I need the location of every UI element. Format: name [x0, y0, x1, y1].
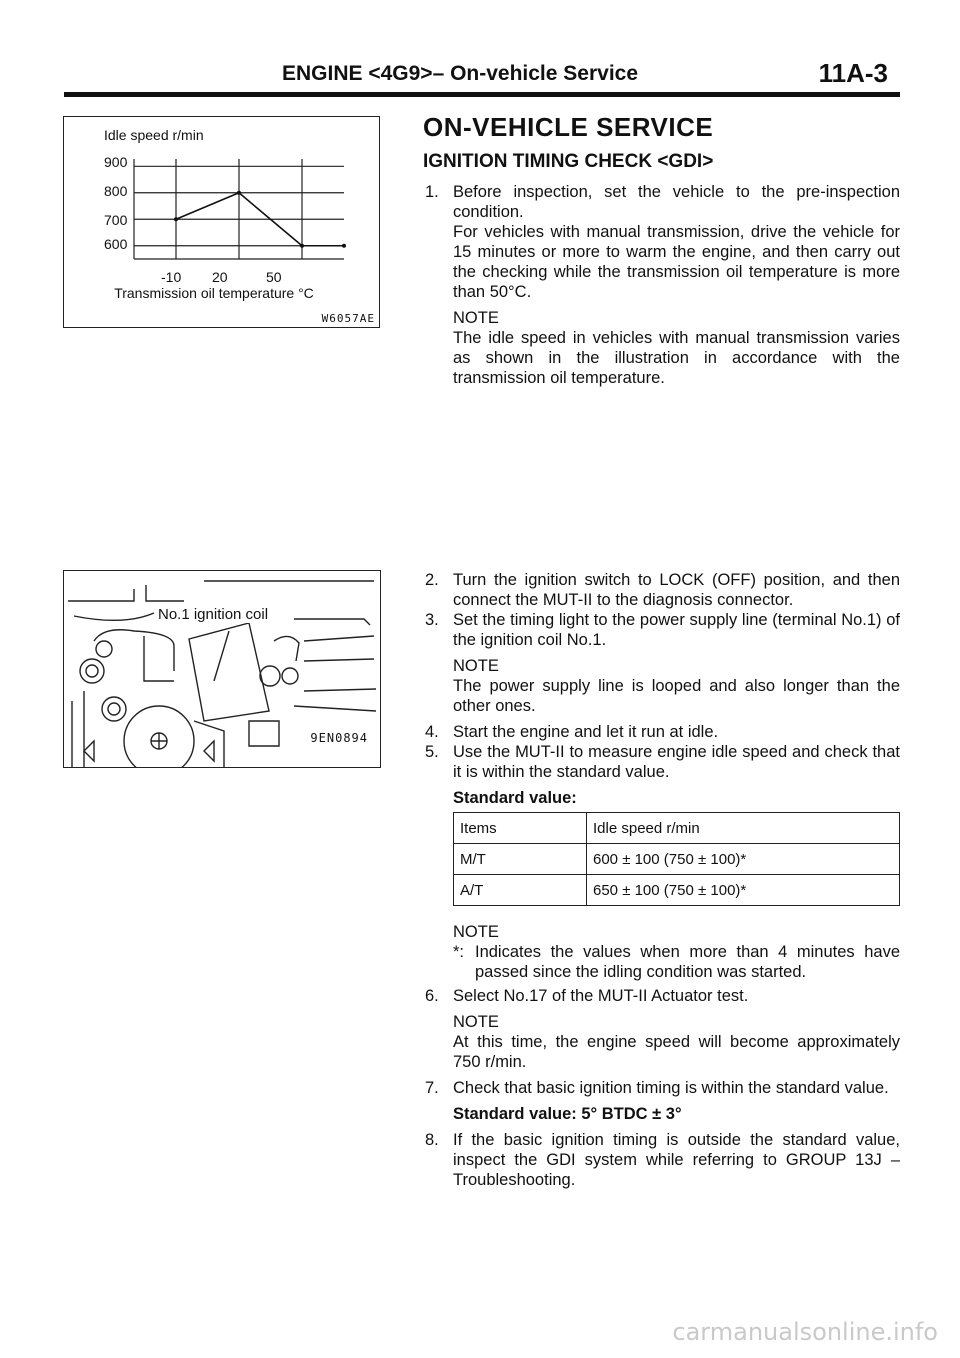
- note-label: NOTE: [453, 1013, 499, 1031]
- y-tick-label: 800: [104, 183, 128, 199]
- step-number: 1.: [425, 183, 439, 201]
- step-number: 3.: [425, 611, 439, 629]
- step-number: 6.: [425, 987, 439, 1005]
- step-2: [425, 570, 900, 610]
- note-label: NOTE: [453, 657, 499, 675]
- step-7: [425, 1078, 900, 1124]
- standard-value-table: [453, 812, 900, 906]
- step-3: [425, 610, 900, 716]
- note-text: Indicates the values when more than 4 minutes have passed since the idling condition was started.: [475, 943, 900, 981]
- step-8: [425, 1130, 900, 1190]
- y-tick-label: 700: [104, 212, 128, 228]
- note-text: The idle speed in vehicles with manual transmission varies as shown in the illustration in accordance with the transmission oil temperature.: [453, 329, 900, 387]
- standard-value: Standard value: 5° BTDC ± 3°: [453, 1105, 682, 1123]
- step-5: [425, 742, 900, 808]
- step-text: Start the engine and let it run at idle.: [453, 723, 719, 741]
- step-4: [425, 722, 900, 742]
- data-point: [175, 218, 177, 220]
- header-rule: [64, 92, 900, 97]
- step-text: Select No.17 of the MUT-II Actuator test.: [453, 987, 749, 1005]
- step-number: 2.: [425, 571, 439, 589]
- step-6: [425, 986, 900, 1072]
- table-header-cell: Items: [454, 813, 587, 844]
- idle-speed-segment: [176, 193, 239, 219]
- section-subtitle: IGNITION TIMING CHECK <GDI>: [423, 151, 714, 172]
- note-label: NOTE: [453, 923, 499, 941]
- watermark: carmanualsonline.info: [672, 1318, 938, 1346]
- table-cell: M/T: [454, 844, 587, 875]
- step-number: 7.: [425, 1079, 439, 1097]
- table-header-row: [454, 813, 900, 844]
- standard-value-table-wrap: [453, 812, 900, 906]
- step-text: Check that basic ignition timing is within the standard value.: [453, 1079, 889, 1097]
- step-text: For vehicles with manual transmission, drive the vehicle for 15 minutes or more to warm the engine, and then carry out the checking while the transmission oil temperature is more than 50°C.: [453, 223, 900, 301]
- page-number: 11A-3: [818, 58, 888, 88]
- note-text: The power supply line is looped and also longer than the other ones.: [453, 677, 900, 715]
- x-axis-label: Transmission oil temperature °C: [114, 285, 314, 301]
- ignition-coil-callout: No.1 ignition coil: [158, 606, 269, 623]
- step-text: Turn the ignition switch to LOCK (OFF) position, and then connect the MUT-II to the diagnosis connector.: [453, 571, 900, 609]
- step-number: 5.: [425, 743, 439, 761]
- steps-6-8: [425, 922, 900, 1190]
- standard-value-label: Standard value:: [453, 789, 577, 807]
- steps-2-5: [425, 570, 900, 808]
- figure-id: 9EN0894: [310, 731, 368, 745]
- step-text: Use the MUT-II to measure engine idle speed and check that it is within the standard value.: [453, 743, 900, 781]
- table-cell: 600 ± 100 (750 ± 100)*: [587, 844, 900, 875]
- ignition-coil-figure: [63, 570, 381, 768]
- table-header-cell: Idle speed r/min: [587, 813, 900, 844]
- note-text: At this time, the engine speed will become approximately 750 r/min.: [453, 1033, 900, 1071]
- step-number: 8.: [425, 1131, 439, 1149]
- data-point: [301, 245, 303, 247]
- note-label: NOTE: [453, 309, 499, 327]
- table-cell: 650 ± 100 (750 ± 100)*: [587, 875, 900, 906]
- step-text: Set the timing light to the power supply line (terminal No.1) of the ignition coil No.1.: [453, 611, 900, 649]
- step-text: If the basic ignition timing is outside the standard value, inspect the GDI system while referring to GROUP 13J – Troubleshooting.: [453, 1131, 900, 1189]
- idle-speed-figure: [63, 116, 380, 328]
- y-tick-label: 600: [104, 236, 128, 252]
- footnote-marker: *:: [453, 943, 465, 961]
- header-title: ENGINE <4G9>– On-vehicle Service: [282, 62, 639, 85]
- step-number: 4.: [425, 723, 439, 741]
- data-point: [343, 245, 345, 247]
- step-1: [425, 182, 900, 388]
- y-tick-label: 900: [104, 154, 128, 170]
- table-row: [454, 875, 900, 906]
- x-tick-label: -10: [161, 269, 182, 285]
- table-note: [425, 922, 900, 982]
- x-tick-label: 20: [212, 269, 228, 285]
- y-axis-label: Idle speed r/min: [104, 127, 204, 143]
- data-point: [238, 192, 240, 194]
- x-tick-label: 50: [266, 269, 282, 285]
- step-text: Before inspection, set the vehicle to the pre-inspection condition.: [453, 183, 900, 221]
- table-cell: A/T: [454, 875, 587, 906]
- section-title: ON-VEHICLE SERVICE: [423, 112, 714, 142]
- figure-id: W6057AE: [321, 312, 375, 325]
- table-row: [454, 844, 900, 875]
